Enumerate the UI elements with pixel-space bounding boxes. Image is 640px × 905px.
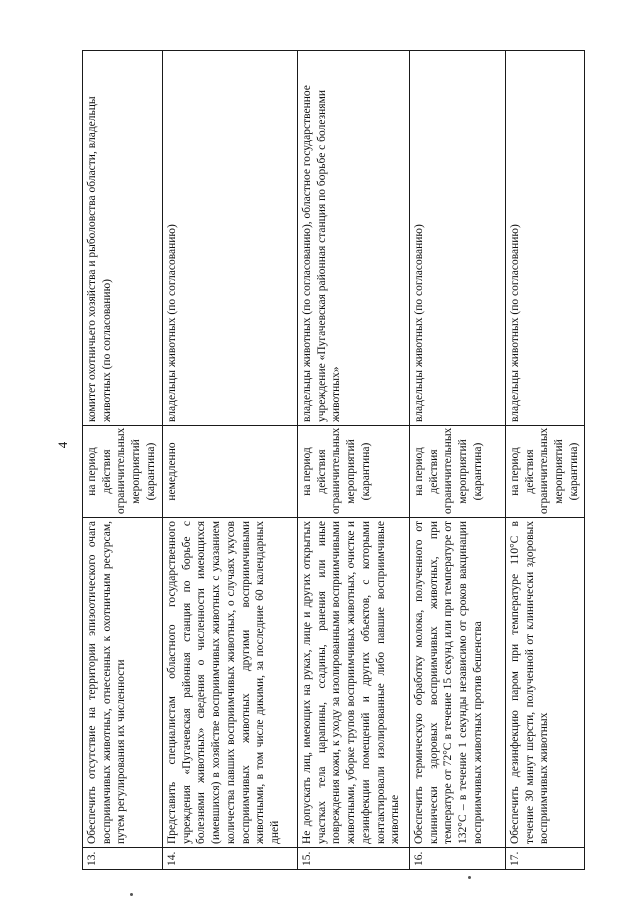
row-responsible: владельцы животных (по согласованию), областное государственное учреждение «Пугачевская районная станция по борьбе с болезнями животных» bbox=[298, 51, 410, 426]
row-responsible: комитет охотничьего хозяйства и рыболовства области, владельцы животных (по согласованию) bbox=[83, 51, 163, 426]
row-number: 15. bbox=[298, 848, 410, 870]
row-action: Обеспечить термическую обработку молока, полученного от клинически здоровых восприимчивых животных, при температуре от 72°С в течение 15 секунд или при температуре от 132°С – в течение 1 секунды независимо от сроков вакцинации восприимчивых животных против бешенства bbox=[410, 518, 506, 848]
row-number: 14. bbox=[163, 848, 298, 870]
row-responsible: владельцы животных (по согласованию) bbox=[163, 51, 298, 426]
scan-speck bbox=[468, 876, 471, 879]
row-number: 17. bbox=[506, 848, 585, 870]
row-number: 16. bbox=[410, 848, 506, 870]
table-row bbox=[410, 51, 506, 870]
row-term: на период действия ограничительных мероприятий (карантина) bbox=[298, 426, 410, 518]
measures-table bbox=[82, 50, 585, 870]
row-term: на период действия ограничительных мероприятий (карантина) bbox=[410, 426, 506, 518]
row-action: Обеспечить дезинфекцию паром при температуре 110°С в течение 30 минут шерсти, полученной от клинически здоровых восприимчивых животных bbox=[506, 518, 585, 848]
row-responsible: владельцы животных (по согласованию) bbox=[410, 51, 506, 426]
row-number: 13. bbox=[83, 848, 163, 870]
row-term: на период действия ограничительных мероприятий (карантина) bbox=[83, 426, 163, 518]
row-term: немедленно bbox=[163, 426, 298, 518]
table-row bbox=[506, 51, 585, 870]
page-number: 4 bbox=[55, 441, 70, 449]
rotated-table-container bbox=[82, 50, 580, 870]
table-row bbox=[83, 51, 163, 870]
table-row bbox=[298, 51, 410, 870]
row-action: Представить специалистам областного государственного учреждения «Пугачевская районная станция по борьбе с болезнями животных» сведения о численности имеющихся (имевшихся) в хозяйстве восприимчивых животных с указанием количества павших восприимчивых животных, о случаях укусов восприимчивых животных другими восприимчивыми животными, в том числе дикими, за последние 60 календарных дней bbox=[163, 518, 298, 848]
row-responsible: владельцы животных (по согласованию) bbox=[506, 51, 585, 426]
scan-speck bbox=[130, 893, 133, 896]
row-term: на период действия ограничительных мероприятий (карантина) bbox=[506, 426, 585, 518]
row-action: Не допускать лиц, имеющих на руках, лице и других открытых участках тела царапины, ссадины, ранения или иные повреждения кожи, к уходу за изолированными восприимчивыми животными, уборке трупов восприимчивых животных, очистке и дезинфекции помещений и других объектов, с которыми контактировали изолированные либо павшие восприимчивые животные bbox=[298, 518, 410, 848]
table-row bbox=[163, 51, 298, 870]
row-action: Обеспечить отсутствие на территории эпизоотического очага восприимчивых животных, отнесенных к охотничьим ресурсам, путем регулирования их численности bbox=[83, 518, 163, 848]
